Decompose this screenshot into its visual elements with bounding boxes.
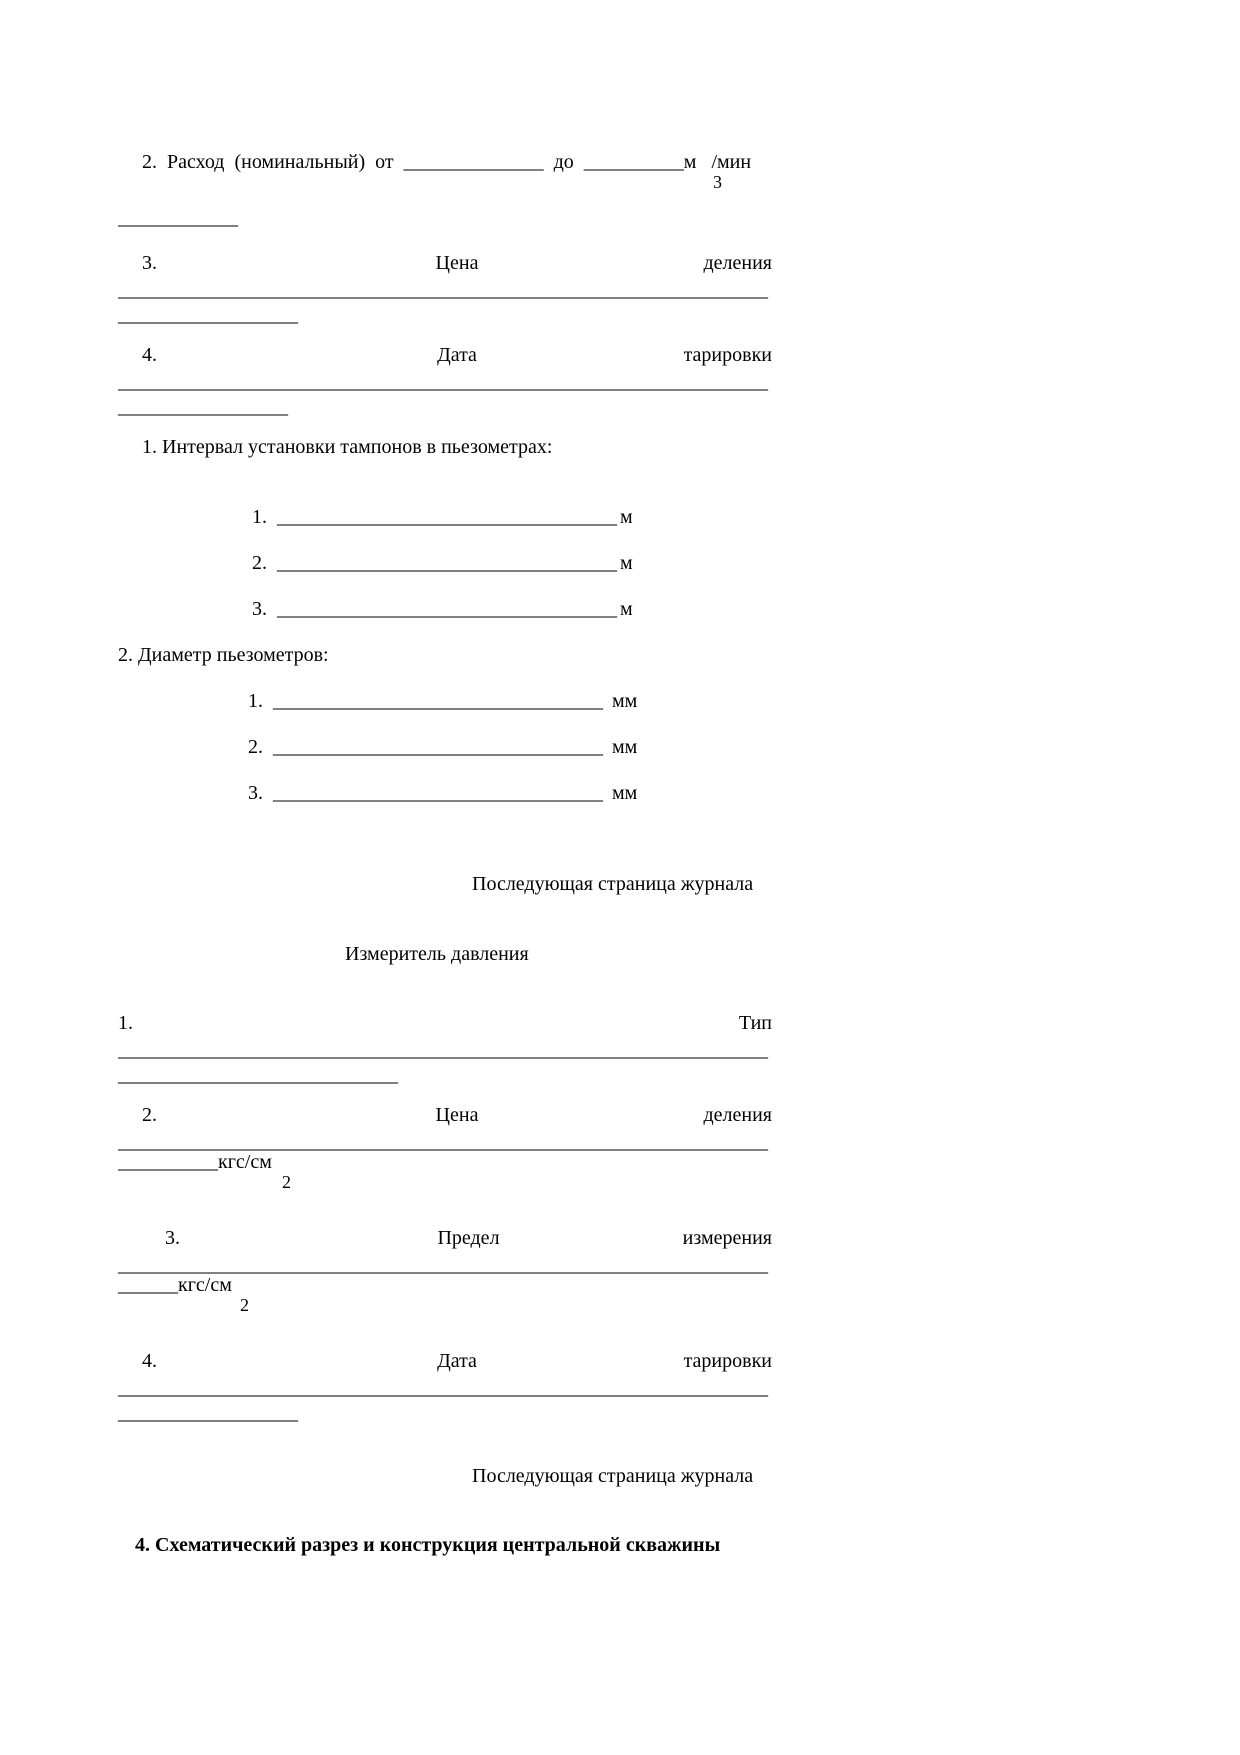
pressure-limit-label-end: измерения bbox=[682, 1227, 772, 1249]
diameter-item-line: _________________________________ bbox=[273, 690, 603, 712]
pressure-limit-line-1: _________________________________________________________________ bbox=[118, 1254, 768, 1276]
flow-division-line-1: _________________________________________________________________ bbox=[118, 279, 768, 301]
flow-division-number: 3. bbox=[142, 252, 157, 274]
flow-date-label: Дата bbox=[437, 344, 477, 366]
pressure-type-line-2: ____________________________ bbox=[118, 1064, 398, 1086]
piezometer-diameter-title: 2. Диаметр пьезометров: bbox=[118, 644, 329, 666]
pressure-division-line-1: _________________________________________________________________ bbox=[118, 1131, 768, 1153]
diameter-item-line: _________________________________ bbox=[273, 782, 603, 804]
pressure-limit-label: Предел bbox=[437, 1227, 500, 1249]
tampon-item-number: 1. bbox=[252, 506, 267, 528]
flow-date-line-1: _________________________________________________________________ bbox=[118, 371, 768, 393]
diameter-item-unit: мм bbox=[612, 690, 638, 712]
tampon-item-unit: м bbox=[620, 506, 633, 528]
flow-division-label: Цена bbox=[435, 252, 479, 274]
diameter-item-number: 2. bbox=[248, 736, 263, 758]
pressure-limit-exponent: 2 bbox=[240, 1295, 249, 1315]
flow-division-label-end: деления bbox=[703, 252, 772, 274]
diameter-item-unit: мм bbox=[612, 782, 638, 804]
flow-rate-exponent: 3 bbox=[713, 172, 722, 192]
diameter-item-number: 3. bbox=[248, 782, 263, 804]
tampon-item-unit: м bbox=[620, 598, 633, 620]
pressure-type-number: 1. bbox=[118, 1012, 133, 1034]
diameter-item-line: _________________________________ bbox=[273, 736, 603, 758]
pressure-division-exponent: 2 bbox=[282, 1172, 291, 1192]
pressure-division-row bbox=[118, 1105, 772, 1125]
flow-date-line-2: _________________ bbox=[118, 396, 288, 418]
section-4-heading: 4. Схематический разрез и конструкция центральной скважины bbox=[135, 1534, 721, 1556]
flow-date-label-end: тарировки bbox=[683, 344, 772, 366]
flow-rate-continuation: ____________ bbox=[118, 207, 238, 229]
pressure-date-row bbox=[118, 1351, 772, 1371]
pressure-date-line-1: _________________________________________________________________ bbox=[118, 1377, 768, 1399]
pressure-division-number: 2. bbox=[142, 1104, 157, 1126]
flow-division-line-2: __________________ bbox=[118, 304, 298, 326]
pressure-limit-number: 3. bbox=[165, 1227, 180, 1249]
tampon-item-number: 2. bbox=[252, 552, 267, 574]
tampon-item-line: __________________________________ bbox=[277, 598, 617, 620]
pressure-division-label: Цена bbox=[435, 1104, 479, 1126]
flow-date-number: 4. bbox=[142, 344, 157, 366]
tampon-item-unit: м bbox=[620, 552, 633, 574]
pressure-type-label: Тип bbox=[738, 1012, 772, 1034]
tampon-interval-title: 1. Интервал установки тампонов в пьезометрах: bbox=[142, 436, 553, 458]
pressure-limit-line-2: ______кгс/см bbox=[118, 1274, 232, 1296]
pressure-date-label-end: тарировки bbox=[683, 1350, 772, 1372]
flow-rate-line: 2. Расход (номинальный) от ______________ до __________м /мин bbox=[142, 151, 752, 173]
pressure-date-number: 4. bbox=[142, 1350, 157, 1372]
pressure-date-line-2: __________________ bbox=[118, 1402, 298, 1424]
next-journal-page-heading: Последующая страница журнала bbox=[472, 1465, 754, 1487]
pressure-division-label-end: деления bbox=[703, 1104, 772, 1126]
tampon-item-number: 3. bbox=[252, 598, 267, 620]
diameter-item-number: 1. bbox=[248, 690, 263, 712]
next-journal-page-heading: Последующая страница журнала bbox=[472, 873, 754, 895]
tampon-item-line: __________________________________ bbox=[277, 552, 617, 574]
pressure-division-line-2: __________кгс/см bbox=[118, 1151, 272, 1173]
pressure-type-row bbox=[118, 1013, 772, 1033]
flow-date-row bbox=[118, 345, 772, 365]
pressure-limit-row bbox=[118, 1228, 772, 1248]
diameter-item-unit: мм bbox=[612, 736, 638, 758]
pressure-type-line-1: _________________________________________________________________ bbox=[118, 1039, 768, 1061]
tampon-item-line: __________________________________ bbox=[277, 506, 617, 528]
pressure-date-label: Дата bbox=[437, 1350, 477, 1372]
pressure-gauge-title: Измеритель давления bbox=[345, 943, 529, 965]
flow-division-row bbox=[118, 253, 772, 273]
